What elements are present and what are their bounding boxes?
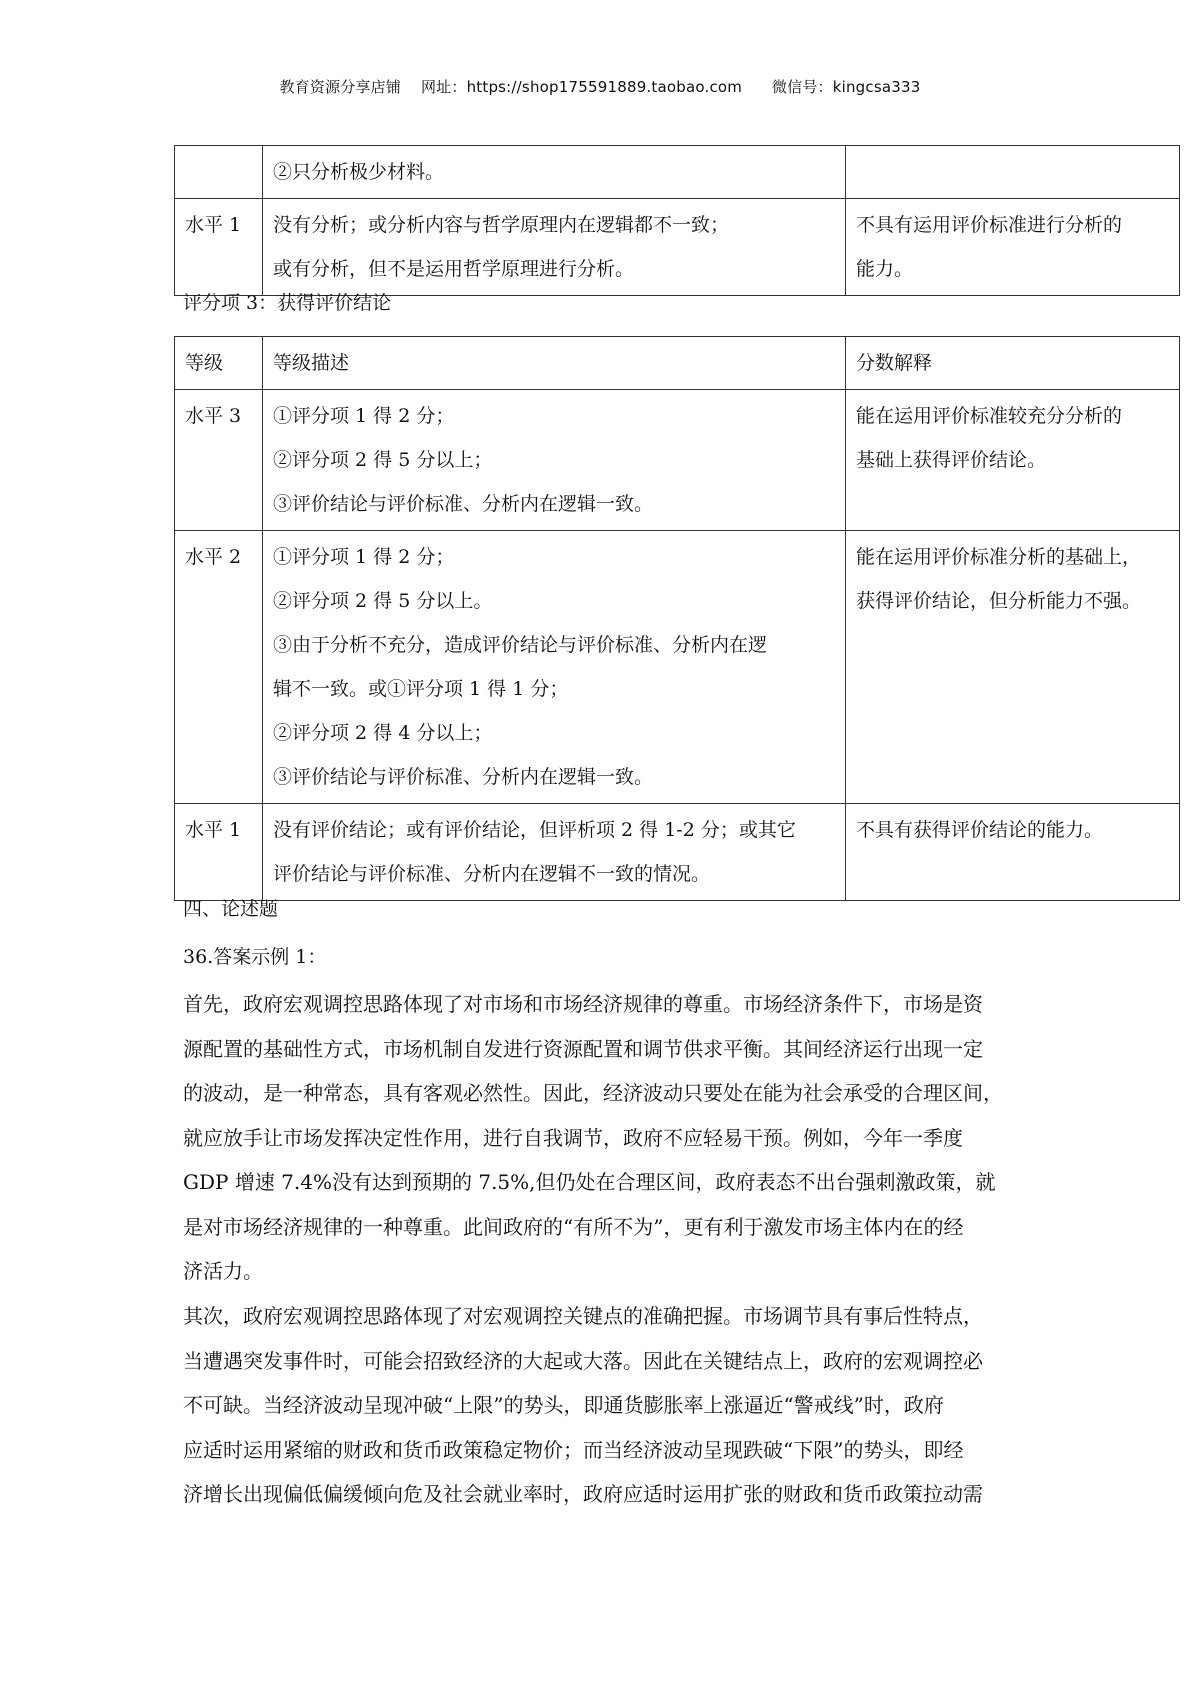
section4-title: 四、论述题 bbox=[183, 898, 279, 920]
paragraph-line: 就应放手让市场发挥决定性作用，进行自我调节，政府不应轻易干预。例如，今年一季度 bbox=[183, 1125, 963, 1150]
paragraph-line: 的波动，是一种常态，具有客观必然性。因此，经济波动只要处在能为社会承受的合理区间， bbox=[183, 1081, 1003, 1105]
table-row bbox=[175, 531, 1180, 804]
answer-paragraph-1 bbox=[183, 982, 1021, 1294]
table-cell-score bbox=[846, 390, 1180, 531]
desc-line: 辑不一致。或①评分项 1 得 1 分； bbox=[273, 678, 569, 700]
paragraph-line: 其次，政府宏观调控思路体现了对宏观调控关键点的准确把握。市场调节具有事后性特点， bbox=[183, 1304, 983, 1328]
desc-line: 或有分析，但不是运用哲学原理进行分析。 bbox=[273, 258, 635, 280]
score-line: 获得评价结论，但分析能力不强。 bbox=[856, 590, 1142, 612]
table-row bbox=[175, 146, 1180, 199]
desc-line: ②评分项 2 得 5 分以上。 bbox=[273, 590, 493, 612]
table-row bbox=[175, 804, 1180, 901]
page-header bbox=[0, 76, 1200, 97]
table-cell-level: 水平 3 bbox=[175, 390, 263, 531]
score-line: 能在运用评价标准较充分分析的 bbox=[856, 405, 1123, 427]
paragraph-line: 是对市场经济规律的一种尊重。此间政府的“有所不为”，更有利于激发市场主体内在的经 bbox=[183, 1214, 964, 1239]
table-cell-score bbox=[846, 804, 1180, 901]
score-line: 基础上获得评价结论。 bbox=[856, 449, 1047, 471]
answer-paragraph-2 bbox=[183, 1294, 1021, 1517]
table-row bbox=[175, 390, 1180, 531]
desc-line: ②评分项 2 得 5 分以上； bbox=[273, 449, 493, 471]
table-row bbox=[175, 199, 1180, 296]
desc-line: 没有评价结论；或有评价结论，但评析项 2 得 1-2 分；或其它 bbox=[273, 819, 796, 841]
desc-line: ①评分项 1 得 2 分； bbox=[273, 546, 455, 568]
desc-line: ③评价结论与评价标准、分析内在逻辑一致。 bbox=[273, 766, 654, 788]
scoring-table-item3 bbox=[174, 336, 1180, 901]
score-line: 能在运用评价标准分析的基础上， bbox=[856, 546, 1142, 568]
paragraph-line: 济增长出现偏低偏缓倾向危及社会就业率时，政府应适时运用扩张的财政和货币政策拉动需 bbox=[183, 1482, 983, 1506]
column-header-score: 分数解释 bbox=[846, 337, 1180, 390]
paragraph-line: 应适时运用紧缩的财政和货币政策稳定物价；而当经济波动呈现跌破“下限”的势头，即经 bbox=[183, 1437, 964, 1462]
column-header-desc: 等级描述 bbox=[263, 337, 846, 390]
section3-caption: 评分项 3：获得评价结论 bbox=[183, 292, 392, 314]
table-cell-level: 水平 1 bbox=[175, 199, 263, 296]
table-cell-score bbox=[846, 146, 1180, 199]
desc-line: 评价结论与评价标准、分析内在逻辑不一致的情况。 bbox=[273, 863, 711, 885]
paragraph-line: 源配置的基础性方式，市场机制自发进行资源配置和调节供求平衡。其间经济运行出现一定 bbox=[183, 1036, 983, 1061]
table-cell-desc bbox=[263, 531, 846, 804]
table-header-row bbox=[175, 337, 1180, 390]
column-header-level: 等级 bbox=[175, 337, 263, 390]
score-line: 不具有运用评价标准进行分析的 bbox=[856, 214, 1123, 236]
header-shop-name: 教育资源分享店铺 bbox=[279, 78, 402, 96]
score-line: 不具有获得评价结论的能力。 bbox=[856, 819, 1104, 841]
desc-line: ①评分项 1 得 2 分； bbox=[273, 405, 455, 427]
table-cell-score bbox=[846, 531, 1180, 804]
paragraph-line: 当遭遇突发事件时，可能会招致经济的大起或大落。因此在关键结点上，政府的宏观调控必 bbox=[183, 1348, 983, 1373]
header-wechat: 微信号：kingcsa333 bbox=[771, 78, 921, 96]
paragraph-line: 不可缺。当经济波动呈现冲破“上限”的势头，即通货膨胀率上涨逼近“警戒线”时，政府 bbox=[183, 1393, 944, 1417]
desc-line: ③由于分析不充分，造成评价结论与评价标准、分析内在逻 bbox=[273, 634, 768, 656]
desc-line: ③评价结论与评价标准、分析内在逻辑一致。 bbox=[273, 493, 654, 515]
table-cell-desc: ②只分析极少材料。 bbox=[263, 146, 846, 199]
paragraph-line: GDP 增速 7.4%没有达到预期的 7.5%,但仍处在合理区间，政府表态不出台强刺激政策，就 bbox=[183, 1170, 996, 1194]
header-url: 网址：https://shop175591889.taobao.com bbox=[420, 78, 743, 96]
table-cell-desc bbox=[263, 804, 846, 901]
desc-line: 没有分析；或分析内容与哲学原理内在逻辑都不一致； bbox=[273, 214, 730, 236]
table-cell-level: 水平 1 bbox=[175, 804, 263, 901]
paragraph-line: 济活力。 bbox=[183, 1259, 263, 1283]
desc-line: ②评分项 2 得 4 分以上； bbox=[273, 722, 493, 744]
question36-label: 36.答案示例 1： bbox=[183, 946, 327, 968]
table-cell-desc bbox=[263, 390, 846, 531]
scoring-table-item2-continued bbox=[174, 145, 1180, 296]
table-cell-level: 水平 2 bbox=[175, 531, 263, 804]
table-cell-score bbox=[846, 199, 1180, 296]
table-cell-level bbox=[175, 146, 263, 199]
table-cell-desc bbox=[263, 199, 846, 296]
score-line: 能力。 bbox=[856, 258, 914, 280]
paragraph-line: 首先，政府宏观调控思路体现了对市场和市场经济规律的尊重。市场经济条件下，市场是资 bbox=[183, 992, 983, 1016]
